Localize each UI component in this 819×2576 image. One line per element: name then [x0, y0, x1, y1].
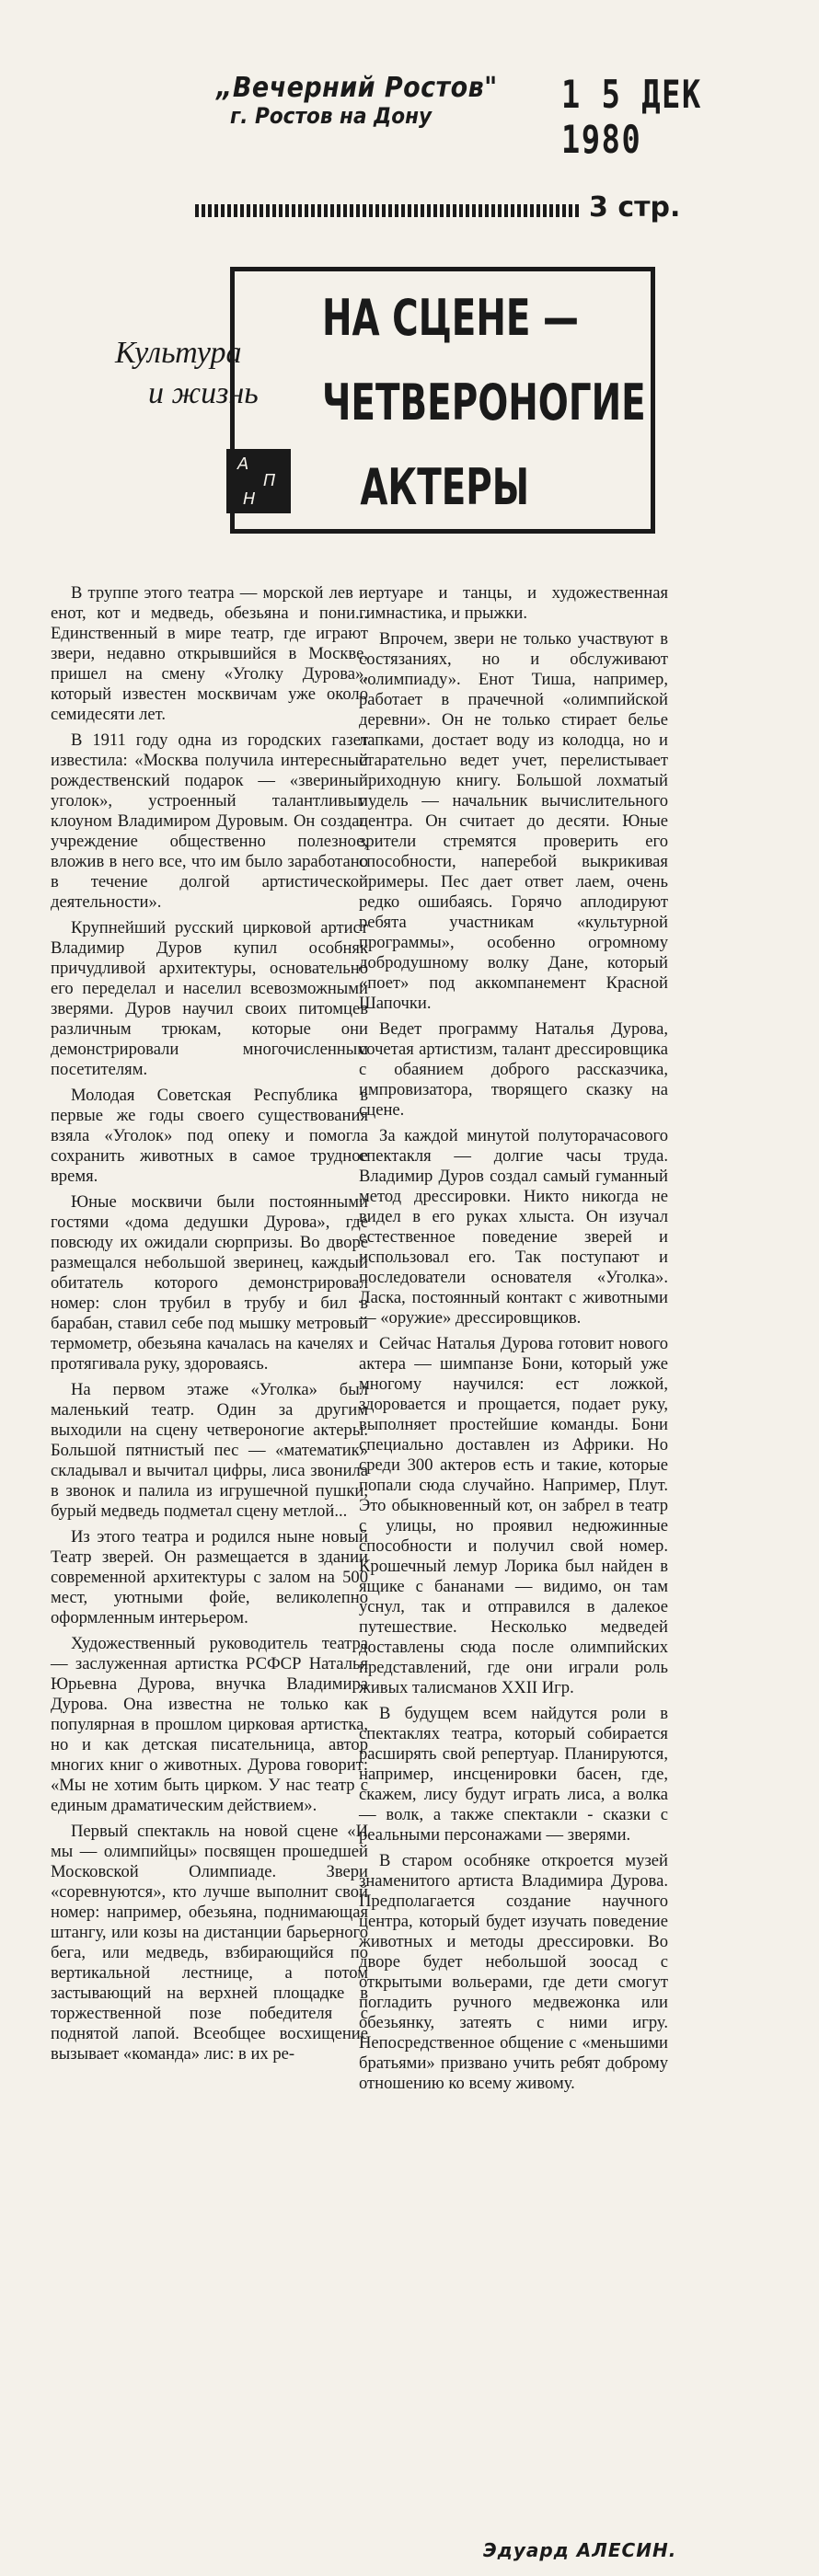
headline — [322, 276, 646, 530]
paragraph: Юные москвичи были постоянными гостями «дома дедушки Дурова», где повсюду их ожидали сюрпризы. Во дворе размещался небольшой зверинец, каждый обитатель которого демонстрировал номер: слон трубил в трубу и бил в барабан, ставил себе под мышку метровый термометр, обезьяна качалась на качелях и протягивала руку, здороваясь. — [51, 1192, 368, 1374]
paragraph: На первом этаже «Уголка» был маленький театр. Один за другим выходили на сцену четвероногие актеры. Большой пятнистый пес — «математик» складывал и вычитал цифры, лиса звонила в звонок и палила из игрушечной пушки, бурый медведь подметал сцену метлой... — [51, 1380, 368, 1521]
paragraph: Ведет программу Наталья Дурова, сочетая артистизм, талант дрессировщика с обаянием доброго рассказчика, импровизатора, творящего сказку на сцене. — [359, 1019, 668, 1120]
masthead-city: г. Ростов на Дону — [230, 103, 433, 129]
paragraph: Художественный руководитель театра — заслуженная артистка РСФСР Наталья Юрьевна Дурова, внучка Владимира Дурова. Она известна не только как популярная в прошлом цирковая артистка, но и как детская писательница, автор многих книг о животных. Дурова говорит: «Мы не хотим быть цирком. У нас театр с единым драматическим действием». — [51, 1634, 368, 1815]
logo-letter-a: А — [237, 454, 249, 474]
page-number: 3 стр. — [589, 191, 681, 224]
author-signature: Эдуард АЛЕСИН. — [483, 2539, 677, 2561]
logo-letter-p: П — [263, 471, 276, 490]
paragraph: За каждой минутой полуторачасового спектакля — долгие часы труда. Владимир Дуров создал самый гуманный метод дрессировки. Никто никогда не видел в его руках хлыста. Он изучал естественное поведение зверей и использовал его. Так поступают и последователи основателя «Уголка». Ласка, постоянный контакт с животными — «оружие» дрессировщиков. — [359, 1126, 668, 1328]
paragraph: Сейчас Наталья Дурова готовит нового актера — шимпанзе Бони, который уже многому научился: ест ложкой, здоровается и прощается, подает руку, выполняет простейшие команды. Бони специально доставлен из Африки. Но среди 300 актеров есть и такие, которые попали сюда случайно. Например, Плут. Это обыкновенный кот, он забрел в театр с улицы, но проявил недюжинные способности и получил свой номер. Крошечный лемур Лорика был найден в ящике с бананами — видимо, он там уснул, так и отправился в далекое путешествие. Несколько медведей доставлены сюда после олимпийских представлений, где они играли роль живых талисманов XXII Игр. — [359, 1334, 668, 1697]
paragraph: В будущем всем найдутся роли в спектаклях театра, который собирается расширять свой репертуар. Планируются, например, инсценировки басен, где, скажем, лису будут играть лиса, а волка — волк, а также спектакли - сказки с реальными персонажами — зверями. — [359, 1704, 668, 1845]
page-rule-divider — [195, 204, 582, 217]
article-column-left — [51, 583, 368, 2070]
apn-agency-logo — [226, 449, 291, 513]
paragraph: В 1911 году одна из городских газет известила: «Москва получила интересный рождественский подарок — «звериный уголок», устроенный талантливым клоуном Владимиром Дуровым. Он создал учреждение общественно полезное, вложив в него все, что им было заработано в течение долгой артистической деятельности». — [51, 730, 368, 912]
headline-line-2: ЧЕТВЕРОНОГИЕ — [322, 374, 646, 431]
masthead-newspaper-name: „Вечерний Ростов" — [216, 72, 498, 104]
headline-line-1: НА СЦЕНЕ — — [322, 289, 579, 347]
logo-letter-n: Н — [243, 489, 256, 509]
paragraph: В старом особняке откроется музей знаменитого артиста Владимира Дурова. Предполагается создание научного центра, который будет изучать поведение животных и методы дрессировки. Во дворе будет небольшой зоосад с открытыми вольерами, где дети смогут погладить ручного медвежонка или обезьянку, затеять с ними игру. Непосредственное общение с «меньшими братьями» призвано учить ребят доброму отношению ко всему живому. — [359, 1851, 668, 2093]
date-stamp: 1 5 ДЕК 1980 — [561, 72, 702, 162]
paragraph: Крупнейший русский цирковой артист Владимир Дуров купил особняк причудливой архитектуры, основательно его переделал и населил всевозможными зверями. Дуров научил своих питомцев различным трюкам, которые они демонстрировали многочисленным посетителям. — [51, 918, 368, 1079]
paragraph: Первый спектакль на новой сцене «И мы — олимпийцы» посвящен прошедшей Московской Олимпиаде. Звери «соревнуются», кто лучше выполнит свой номер: например, обезьяна, поднимающая штангу, или козы на дистанции барьерного бега, или медведь, взбирающийся по вертикальной лестнице, а потом застывающий на верхней площадке в торжественной позе победителя с поднятой лапой. Всеобщее восхищение вызывает «команда» лис: в их ре- — [51, 1822, 368, 2064]
headline-line-3: АКТЕРЫ — [360, 458, 530, 516]
paragraph: Из этого театра и родился ныне новый Театр зверей. Он размещается в здании современной архитектуры с залом на 500 мест, уютными фойе, великолепно оформленным интерьером. — [51, 1527, 368, 1627]
rubric-line-2: и жизнь — [148, 376, 259, 410]
paragraph: В труппе этого театра — морской лев и енот, кот и медведь, обезьяна и пони... Единственный в мире театр, где играют звери, недавно открывшийся в Москве, пришел на смену «Уголку Дурова», который известен москвичам уже около семидесяти лет. — [51, 583, 368, 724]
rubric-line-1: Культура — [115, 336, 242, 370]
article-column-right — [359, 583, 668, 2099]
paragraph: Молодая Советская Республика в первые же годы своего существования взяла «Уголок» под опеку и помогла сохранить животных в самое трудное время. — [51, 1086, 368, 1186]
paragraph: Впрочем, звери не только участвуют в состязаниях, но и обслуживают «олимпиаду». Енот Тиша, например, работает в прачечной «олимпийской деревни». Он не только стирает белье лапками, достает воду из колодца, но и старательно ведет учет, перелистывает приходную книгу. Большой лохматый пудель — начальник вычислительного центра. Он считает до десяти. Юные зрители стремятся проверить его способности, наперебой выкрикивая примеры. Пес дает ответ лаем, очень редко ошибаясь. Горячо аплодируют ребята участникам «культурной программы», особенно огромному добродушному волку Дане, который «поет» под аккомпанемент Красной Шапочки. — [359, 629, 668, 1013]
paragraph: пертуаре и танцы, и художественная гимнастика, и прыжки. — [359, 583, 668, 623]
